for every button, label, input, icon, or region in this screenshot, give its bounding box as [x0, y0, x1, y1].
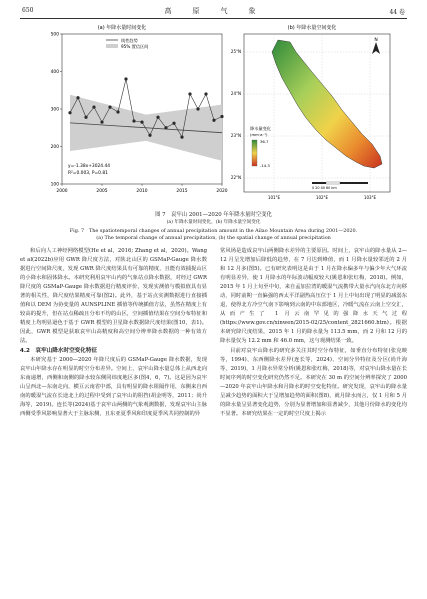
- panel-b-title: (b) 年降水量空间变化: [287, 25, 337, 31]
- page-number: 650: [22, 7, 34, 14]
- right-column: [220, 247, 407, 419]
- panel-a-title: (a) 年降水量时间变化: [97, 25, 147, 31]
- paragraph: 目前对哀牢山降水的研究多关注其时空分布特征，如垂直分布特征(张克映等，1994)、东西侧降水差异(连长等，2024)、空间分异特征及分区(尚升海等，2019)，1 月降水异常分析(姚恩和张红梅，2018)等，对哀牢山降水量在长时间序列的时空变化研究仍然不足。本研究在 30 m 的空间分辨率探究了 2000—2020 年哀牢山年降水和月降水的时空变化特征。研究发现，哀牢山的降水量呈减少趋势的面积大于呈增加趋势的面积(图8)，就月降水而言，仅 1 月和 5 月的降水量呈显著变化趋势，分别为显著增加和显著减少，其他月份降水的变化均不显著。本研究结果在一定的时空尺度上揭示: [220, 347, 407, 417]
- data-point: [92, 106, 95, 109]
- trend-equation: y=-1.38x+3024.44: [68, 164, 111, 169]
- data-point: [172, 122, 175, 125]
- data-point: [116, 110, 119, 113]
- legend-b-unit: (mm·a⁻¹): [250, 132, 268, 137]
- legend-b-title: 降水量变化: [250, 126, 271, 131]
- x-tick-label: 2005: [96, 189, 108, 194]
- lon-label-102: 102°E: [315, 195, 329, 200]
- paragraph: 本研究基于 2000—2020 年降尺度后的 GSMaP-Gauge 降水数据，发现哀牢山年降水存在明显的时空分布差异。空间上，哀牢山降水量总体上从西北向东南递增，西侧和南侧的降水较东侧同纬度地区多(图4，6，7)。这是因为哀牢山呈西北—东南走向，横亘云南省中部，具有明显的降水阻隔作用，东侧来自西南的暖湿气流在长途北上的过程中受到了哀牢山的阻挡(胡金明等，2011；尚升海等，2019)。连长等(2024)基于哀牢山两侧的气象观测数据，发现哀牢山主脉西侧受季风影响显著大于主脉东侧，且东亚夏季风和印度夏季风共同控制的异: [20, 356, 207, 417]
- figure-7-svg: [20, 22, 407, 214]
- legend-trend-label: 线性趋势: [121, 38, 138, 43]
- paragraph: 和后向人工神经网络模型(He et al，2016; Zhang et al，2020)。Wang et al(2022b)应用 GWR 降尺度方法，对陕北山区的 GSMaP-Gauge 降水数据进行空间降尺度，发现 GWR 降尺度结果具有可靠的精度，且能有效捕捉山区的小降水和固体降水。本研究利用哀牢山内的气象站点降水数据，对经过 GWR 降尺度的 GSMaP-Gauge 降水数据进行精度评价，发现实测值与模拟值具有显著的相关性，降尺度结果精度可靠(图2)。此外，基于站点实测数据进行直接插值和以 DEM 为协变量的 AUNSPLINE 插值等传统插值方法，虽然在精度上有较高的提升，但在站点稀疏且分布不均的山区，空间插值结果在空间分布特征和精度上均明显逊色于基于 GWR 模型的卫星降水数据降尺度结果(图10，表1)。因此，GWR 模型是获取哀牢山高精度和高空间分辨率降水数据的一种有效方法。: [20, 248, 207, 345]
- svg-text:N: N: [374, 38, 378, 43]
- data-point: [124, 77, 127, 80]
- trend-r2: R²=0.003, P=0.81: [68, 171, 108, 176]
- figure-caption-cn-sub: (a) 年降水量时间变化，(b) 年降水量空间变化: [166, 220, 261, 225]
- figure-caption-en-sub: (a) The temporal change of annual precipitation, (b) the spatial change of annual precipitation: [96, 235, 331, 241]
- left-column: [20, 247, 207, 419]
- data-point: [132, 119, 135, 122]
- data-point: [76, 96, 79, 99]
- data-point: [140, 121, 143, 124]
- data-point: [100, 121, 103, 124]
- paragraph: 常风场是造成哀牢山两侧降水差异的主要原因。时间上，哀牢山的降水量从 2—12 月呈先增加后降低的趋势，在 7 月达到峰值，而 1 月降水量较邻近的 2 月和 12 月多(图5)。已有研究表明这是由于 1 月在降水偏多年与偏少年大气环流有明显差异，使 1 月降水的年际波动幅度较大(姚恩和张红梅，2018)。例如，2015 年 1 月上旬至中旬，来自孟加拉湾的暖湿气流携带大量水汽向东北方向移动，同时前期一直偏强的西太平洋副热高压位于 1 月上中旬出现了明显的减弱东退，使得北方冷空气南下影响到云南的中东部地区，冷暖气流在云南上空交汇，从而产生了 1 月云南罕见的强降水天气过程(https://www.gov.cn/xinwen/2015-02/25/content_2821660.htm)。根据本研究降尺度结果，2015 年 1 月的降水量为 113.5 mm，而 2 月和 12 月的降水量仅为 12.2 mm 和 46.0 mm，这与观测结果一致。: [220, 248, 407, 345]
- figure-7: [20, 22, 407, 214]
- x-tick-label: 2020: [216, 189, 228, 194]
- legend-b-max: 36.7: [260, 139, 269, 144]
- legend-band-label: 95% 置信区间: [121, 44, 149, 49]
- x-tick-label: 2010: [136, 189, 148, 194]
- data-point: [68, 111, 71, 114]
- volume-label: 44 卷: [389, 9, 405, 16]
- data-point: [180, 136, 183, 139]
- lat-label-23: 23°N: [230, 133, 241, 138]
- x-tick-label: 2000: [56, 189, 68, 194]
- y-tick-label: 400: [50, 70, 59, 75]
- lon-label-103: 103°E: [363, 195, 377, 200]
- header-rule: [20, 18, 407, 19]
- section-heading: 4.2 哀牢山降水时空变化特征: [20, 347, 98, 354]
- x-tick-label: 2015: [176, 189, 188, 194]
- y-tick-label: 100: [50, 182, 59, 188]
- page-header: [0, 0, 427, 22]
- data-point: [220, 115, 223, 118]
- panel-a-legend: [106, 37, 148, 50]
- panel-a-chart: [51, 32, 228, 195]
- legend-b-min: -14.3: [260, 163, 270, 168]
- data-point: [164, 126, 167, 129]
- y-tick-label: 500: [50, 32, 59, 38]
- data-point: [84, 116, 87, 119]
- lat-label-22: 22°N: [230, 175, 241, 180]
- journal-title: 高 原 气 象: [164, 7, 263, 15]
- data-point: [204, 92, 207, 95]
- data-point: [196, 107, 199, 110]
- y-tick-label: 300: [50, 107, 59, 113]
- data-point: [212, 119, 215, 122]
- scale-bar-label: 0 20 40 80 km: [312, 186, 337, 190]
- data-point: [148, 134, 151, 137]
- data-point: [108, 106, 111, 109]
- y-tick-label: 200: [50, 145, 59, 150]
- data-point: [188, 92, 191, 95]
- lat-label-25: 25°N: [230, 49, 241, 54]
- figure-caption-en: Fig. 7 The spatiotemporal changes of annual precipitation amount in the Ailao Mountain Area during 2001—2020.: [69, 228, 358, 234]
- lat-label-24: 24°N: [230, 91, 241, 96]
- lon-label-101: 101°E: [267, 195, 281, 200]
- legend-band-swatch: [106, 44, 118, 48]
- figure-caption-cn: 图 7 哀牢山 2001—2020 年年降水量时空变化: [155, 212, 272, 218]
- data-point: [156, 116, 159, 119]
- legend-b-colorbar: [252, 140, 257, 166]
